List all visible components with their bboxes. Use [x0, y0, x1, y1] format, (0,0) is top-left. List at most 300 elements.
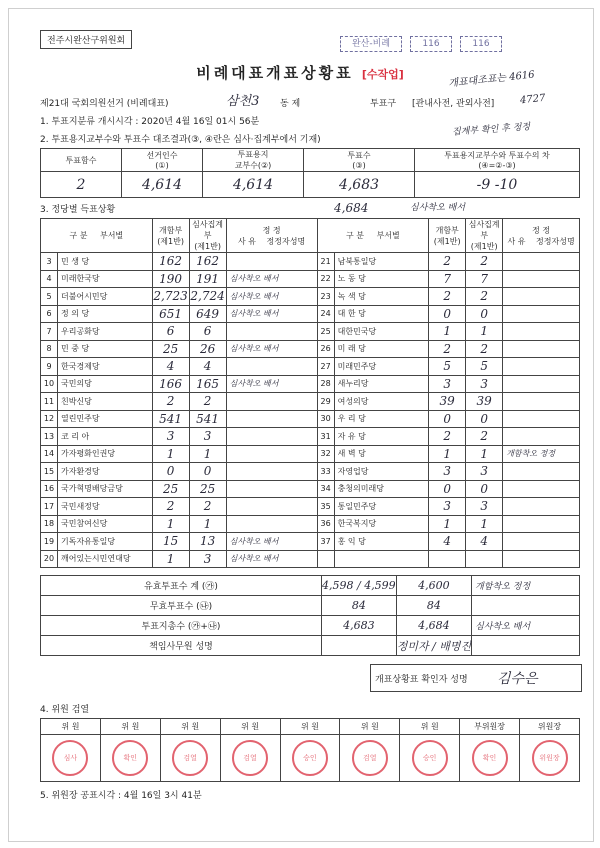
- right-party-name: 새누리당: [334, 375, 429, 393]
- left-party-num: 16: [41, 480, 58, 498]
- member-stamp-cell: [280, 735, 340, 782]
- left-correction-note: 심사착오 배서: [226, 340, 317, 358]
- right-party-num: 21: [317, 253, 334, 271]
- correction-label: 정 정: [532, 225, 551, 235]
- official-stamp: 검열: [232, 740, 268, 776]
- left-party-num: 9: [41, 358, 58, 376]
- val-issued: 4,614: [203, 172, 304, 198]
- left-open-count: 162: [152, 253, 189, 271]
- totals-body: [41, 576, 580, 656]
- left-open-count: 651: [152, 305, 189, 323]
- left-open-count: 541: [152, 410, 189, 428]
- official-stamp: 검열: [172, 740, 208, 776]
- left-party-name: 더불어시민당: [58, 288, 153, 306]
- tally-row: [41, 550, 580, 568]
- right-party-name: 미 래 당: [334, 340, 429, 358]
- left-party-name: 가자평화인권당: [58, 445, 153, 463]
- right-open-count: 4: [429, 533, 466, 551]
- org-label: 전주시완산구위원회: [40, 30, 132, 49]
- left-party-name: 국민새정당: [58, 498, 153, 516]
- left-party-name: 깨어있는시민연대당: [58, 550, 153, 568]
- left-open-header: 개함부 (제1반): [152, 219, 189, 253]
- category-label: 구 분: [346, 231, 365, 240]
- left-party-num: 11: [41, 393, 58, 411]
- tally-row: [41, 498, 580, 516]
- right-party-name: 녹 색 당: [334, 288, 429, 306]
- left-party-name: 정 의 당: [58, 305, 153, 323]
- district-options: [관내사전, 관외사전]: [412, 99, 495, 109]
- right-review-count: 1: [466, 445, 503, 463]
- right-party-name: 홍 익 당: [334, 533, 429, 551]
- left-open-count: 15: [152, 533, 189, 551]
- right-open-count: 1: [429, 323, 466, 341]
- totals-note: 개함착오 정정: [472, 576, 580, 596]
- totals-note: 심사착오 배서: [472, 616, 580, 636]
- col-difference: 투표용지교부수와 투표수의 차 (④=②-③): [415, 149, 580, 172]
- right-open-count: 0: [429, 480, 466, 498]
- left-open-count: 3: [152, 428, 189, 446]
- right-correction-note: [503, 323, 580, 341]
- left-review-count: 2: [189, 498, 226, 516]
- right-party-name: 한국복지당: [334, 515, 429, 533]
- left-review-count: 0: [189, 463, 226, 481]
- right-correction-note: [503, 393, 580, 411]
- left-category-header: [41, 219, 153, 253]
- tally-row: [41, 410, 580, 428]
- member-header: 위 원: [100, 719, 160, 735]
- confirmer-label: 개표상황표 확인자 성명: [375, 675, 468, 685]
- right-party-name: 대한민국당: [334, 323, 429, 341]
- left-open-count: 6: [152, 323, 189, 341]
- category-label: 구 분: [69, 231, 88, 240]
- member-stamp-cell: [520, 735, 580, 782]
- left-party-name: 국민의당: [58, 375, 153, 393]
- right-correction-note: [503, 253, 580, 271]
- left-review-count: 25: [189, 480, 226, 498]
- left-party-name: 민 생 당: [58, 253, 153, 271]
- right-correction-note: 개함착오 정정: [503, 445, 580, 463]
- left-party-name: 코 리 아: [58, 428, 153, 446]
- form-code-2: 116: [410, 36, 452, 52]
- left-correction-note: [226, 515, 317, 533]
- tally-row: [41, 358, 580, 376]
- left-review-count: 191: [189, 270, 226, 288]
- empty-cell: [334, 550, 429, 568]
- totals-row: [41, 596, 580, 616]
- right-open-count: 2: [429, 340, 466, 358]
- left-correction-note: 심사착오 배서: [226, 305, 317, 323]
- right-review-count: 3: [466, 463, 503, 481]
- member-stamp-row: [41, 735, 580, 782]
- left-party-name: 가자환경당: [58, 463, 153, 481]
- totals-label: 무효투표수 (㉯): [41, 596, 322, 616]
- official-stamp: 검열: [352, 740, 388, 776]
- right-open-count: 2: [429, 253, 466, 271]
- right-party-num: 37: [317, 533, 334, 551]
- totals-open: 84: [322, 596, 397, 616]
- col-votes: 투표수 (③): [304, 149, 415, 172]
- right-correction-note: [503, 410, 580, 428]
- left-review-count: 1: [189, 445, 226, 463]
- right-open-count: 39: [429, 393, 466, 411]
- right-party-name: 미래민주당: [334, 358, 429, 376]
- right-party-num: 33: [317, 463, 334, 481]
- right-open-count: 2: [429, 288, 466, 306]
- left-party-num: 13: [41, 428, 58, 446]
- member-header-row: [41, 719, 580, 735]
- right-party-num: 24: [317, 305, 334, 323]
- right-party-name: 대 한 당: [334, 305, 429, 323]
- left-open-count: 2: [152, 393, 189, 411]
- left-open-count: 2: [152, 498, 189, 516]
- left-party-name: 한국경제당: [58, 358, 153, 376]
- party-col-label: 부서별: [99, 231, 124, 240]
- signer-label: 정정자성명: [536, 236, 575, 246]
- section5-label: 5. 위원장 공표시각 : 4월 16일 3시 41분: [40, 791, 202, 801]
- totals-note: [472, 636, 580, 656]
- left-party-num: 17: [41, 498, 58, 516]
- dong-handwritten: 삼천3: [226, 94, 260, 109]
- left-open-count: 2,723: [153, 289, 188, 304]
- member-stamp-cell: [460, 735, 520, 782]
- left-correction-note: [226, 410, 317, 428]
- right-review-count: 1: [466, 515, 503, 533]
- right-review-count: 0: [466, 480, 503, 498]
- left-correction-header: [226, 219, 317, 253]
- votes-correction: 4,684: [334, 201, 369, 215]
- left-correction-note: [226, 358, 317, 376]
- right-review-count: 0: [466, 305, 503, 323]
- left-party-name: 민 중 당: [58, 340, 153, 358]
- left-correction-note: [226, 428, 317, 446]
- tally-row: [41, 463, 580, 481]
- left-open-count: 4: [152, 358, 189, 376]
- section1-label: 1. 투표지분류 개시시각 : 2020년 4월 16일 01시 56분: [40, 117, 260, 127]
- left-party-name: 미래한국당: [58, 270, 153, 288]
- right-party-num: 28: [317, 375, 334, 393]
- tally-row: [41, 533, 580, 551]
- right-open-count: 3: [429, 463, 466, 481]
- left-open-count: 25: [152, 480, 189, 498]
- right-open-count: 1: [429, 445, 466, 463]
- left-review-count: 3: [189, 550, 226, 568]
- right-party-name: 우 리 당: [334, 410, 429, 428]
- left-party-num: 12: [41, 410, 58, 428]
- left-open-count: 25: [152, 340, 189, 358]
- right-open-count: 1: [429, 515, 466, 533]
- left-review-count: 649: [189, 305, 226, 323]
- val-votes: 4,683: [304, 172, 415, 198]
- note-top-right-2: 4727: [519, 92, 546, 107]
- right-category-header: [317, 219, 429, 253]
- member-header: 위 원: [400, 719, 460, 735]
- note-top-right-1: 개표대조표는 4616: [447, 69, 536, 90]
- totals-row: [41, 616, 580, 636]
- left-correction-note: [226, 498, 317, 516]
- tally-row: [41, 445, 580, 463]
- right-party-num: 22: [317, 270, 334, 288]
- right-correction-note: [503, 463, 580, 481]
- tally-row: [41, 480, 580, 498]
- left-correction-note: [226, 463, 317, 481]
- empty-cell: [429, 550, 466, 568]
- tally-row: [41, 340, 580, 358]
- right-correction-note: [503, 533, 580, 551]
- right-review-count: 39: [466, 393, 503, 411]
- totals-label: 투표지총수 (㉮+㉯): [41, 616, 322, 636]
- left-correction-note: 심사착오 배서: [226, 270, 317, 288]
- left-review-count: 2,724: [190, 289, 225, 304]
- election-name: 제21대 국회의원선거 (비례대표): [40, 99, 169, 109]
- official-stamp: 확인: [472, 740, 508, 776]
- right-correction-note: [503, 498, 580, 516]
- left-correction-note: 심사착오 배서: [226, 533, 317, 551]
- totals-review: 4,600: [396, 576, 471, 596]
- title-text: 비례대표개표상황표: [196, 64, 354, 82]
- totals-open: 4,598 / 4,599: [322, 576, 397, 596]
- right-correction-note: [503, 340, 580, 358]
- left-party-num: 14: [41, 445, 58, 463]
- right-review-count: 4: [466, 533, 503, 551]
- totals-row: [41, 636, 580, 656]
- member-stamp-cell: [340, 735, 400, 782]
- right-party-name: 새 벽 당: [334, 445, 429, 463]
- tally-table: [40, 218, 580, 568]
- val-electors: 4,614: [122, 172, 203, 198]
- reason-label: 사 유: [238, 236, 256, 246]
- left-open-count: 1: [152, 445, 189, 463]
- right-open-count: 0: [429, 305, 466, 323]
- confirmer-name: 김수은: [497, 671, 538, 687]
- left-party-name: 국가혁명배당금당: [58, 480, 153, 498]
- right-open-count: 7: [429, 270, 466, 288]
- right-party-num: 27: [317, 358, 334, 376]
- member-stamp-cell: [160, 735, 220, 782]
- right-review-count: 7: [466, 270, 503, 288]
- right-correction-note: [503, 305, 580, 323]
- totals-review: 84: [396, 596, 471, 616]
- totals-open: 4,683: [322, 616, 397, 636]
- right-correction-note: [503, 288, 580, 306]
- left-review-count: 162: [189, 253, 226, 271]
- party-col-label: 부서별: [376, 231, 400, 240]
- tally-row: [41, 305, 580, 323]
- left-review-count: 165: [189, 375, 226, 393]
- member-header: 부위원장: [460, 719, 520, 735]
- tally-row: [41, 428, 580, 446]
- col-electors: 선거인수 (①): [122, 149, 203, 172]
- tally-row: [41, 323, 580, 341]
- totals-review: 정미자 / 배명진: [396, 636, 471, 656]
- left-correction-note: 심사착오 배서: [226, 550, 317, 568]
- right-open-count: 2: [429, 428, 466, 446]
- comparison-table: [40, 148, 580, 198]
- left-party-num: 18: [41, 515, 58, 533]
- dong-label: 동 제: [280, 99, 301, 109]
- official-stamp: 승인: [292, 740, 328, 776]
- right-review-count: 2: [466, 340, 503, 358]
- right-review-count: 1: [466, 323, 503, 341]
- district-label: 투표구: [370, 99, 397, 109]
- reason-label: 사 유: [507, 236, 526, 246]
- tally-row: [41, 288, 580, 306]
- totals-label: 유효투표수 계 (㉮): [41, 576, 322, 596]
- left-party-name: 열린민주당: [58, 410, 153, 428]
- right-party-num: 23: [317, 288, 334, 306]
- official-stamp: 위원장: [532, 740, 568, 776]
- member-stamp-cell: [400, 735, 460, 782]
- left-party-num: 5: [41, 288, 58, 306]
- empty-cell: [317, 550, 334, 568]
- right-party-num: 35: [317, 498, 334, 516]
- member-stamp-cell: [220, 735, 280, 782]
- totals-label: 책임사무원 성명: [41, 636, 322, 656]
- left-open-count: 0: [152, 463, 189, 481]
- member-header: 위 원: [41, 719, 101, 735]
- left-party-num: 15: [41, 463, 58, 481]
- title-tag: [수작업]: [361, 68, 404, 81]
- totals-note: [472, 596, 580, 616]
- right-party-name: 자 유 당: [334, 428, 429, 446]
- right-party-num: 25: [317, 323, 334, 341]
- tally-row: [41, 270, 580, 288]
- confirmer-box: [370, 664, 582, 692]
- left-review-count: 541: [189, 410, 226, 428]
- right-review-count: 3: [466, 498, 503, 516]
- official-stamp: 승인: [412, 740, 448, 776]
- right-party-name: 충청의미래당: [334, 480, 429, 498]
- right-party-name: 통일민주당: [334, 498, 429, 516]
- left-open-count: 1: [152, 515, 189, 533]
- left-correction-note: [226, 253, 317, 271]
- left-party-num: 8: [41, 340, 58, 358]
- right-review-count: 3: [466, 375, 503, 393]
- right-correction-note: [503, 270, 580, 288]
- tally-row: [41, 375, 580, 393]
- tally-row: [41, 253, 580, 271]
- col-ballot-boxes: 투표함수: [41, 149, 122, 172]
- left-party-name: 국민참여신당: [58, 515, 153, 533]
- right-review-header: 심사집계부 (제1반): [466, 219, 503, 253]
- member-stamp-cell: [100, 735, 160, 782]
- right-open-count: 0: [429, 410, 466, 428]
- tally-body: [41, 253, 580, 568]
- right-correction-note: [503, 480, 580, 498]
- left-party-num: 20: [41, 550, 58, 568]
- left-correction-note: [226, 393, 317, 411]
- right-open-header: 개함부 (제1반): [429, 219, 466, 253]
- member-header: 위 원: [340, 719, 400, 735]
- member-header: 위 원: [220, 719, 280, 735]
- right-party-name: 여성의당: [334, 393, 429, 411]
- right-party-num: 32: [317, 445, 334, 463]
- left-review-count: 6: [189, 323, 226, 341]
- left-review-count: 26: [189, 340, 226, 358]
- left-party-num: 6: [41, 305, 58, 323]
- left-review-count: 13: [189, 533, 226, 551]
- left-party-num: 3: [41, 253, 58, 271]
- left-open-count: 166: [152, 375, 189, 393]
- left-correction-note: [226, 323, 317, 341]
- members-table: [40, 718, 580, 782]
- right-party-num: 30: [317, 410, 334, 428]
- official-stamp: 확인: [112, 740, 148, 776]
- col-issued: 투표용지 교부수(②): [203, 149, 304, 172]
- correction-label: 정 정: [262, 225, 281, 235]
- right-review-count: 2: [466, 288, 503, 306]
- left-correction-note: 심사착오 배서: [226, 375, 317, 393]
- totals-review: 4,684: [396, 616, 471, 636]
- left-open-count: 1: [152, 550, 189, 568]
- right-review-count: 0: [466, 410, 503, 428]
- empty-cell: [466, 550, 503, 568]
- left-review-header: 심사집계부 (제1반): [189, 219, 226, 253]
- right-party-name: 남북통일당: [334, 253, 429, 271]
- empty-cell: [503, 550, 580, 568]
- member-stamp-cell: [41, 735, 101, 782]
- section4-label: 4. 위원 검열: [40, 705, 90, 715]
- right-review-count: 2: [466, 428, 503, 446]
- votes-correction-note: 심사착오 배서: [410, 203, 466, 213]
- left-party-name: 친박신당: [58, 393, 153, 411]
- tally-row: [41, 393, 580, 411]
- signer-label: 정정자성명: [266, 236, 306, 246]
- val-difference: -9 -10: [415, 172, 580, 198]
- left-review-count: 2: [189, 393, 226, 411]
- right-party-num: 34: [317, 480, 334, 498]
- left-party-name: 기독자유통일당: [58, 533, 153, 551]
- member-header: 위 원: [160, 719, 220, 735]
- official-stamp: 심사: [52, 740, 88, 776]
- right-party-num: 26: [317, 340, 334, 358]
- right-correction-note: [503, 515, 580, 533]
- totals-row: [41, 576, 580, 596]
- right-correction-header: [503, 219, 580, 253]
- left-party-num: 19: [41, 533, 58, 551]
- tally-row: [41, 515, 580, 533]
- form-code-3: 116: [460, 36, 502, 52]
- right-open-count: 5: [429, 358, 466, 376]
- left-party-num: 4: [41, 270, 58, 288]
- right-review-count: 5: [466, 358, 503, 376]
- right-review-count: 2: [466, 253, 503, 271]
- left-party-num: 7: [41, 323, 58, 341]
- note-top-right-3: 집계부 확인 후 정정: [451, 122, 531, 138]
- right-open-count: 3: [429, 375, 466, 393]
- left-correction-note: 심사착오 배서: [226, 288, 317, 306]
- left-correction-note: [226, 445, 317, 463]
- right-party-num: 31: [317, 428, 334, 446]
- left-correction-note: [226, 480, 317, 498]
- section3-label: 3. 정당별 득표상황: [40, 205, 116, 215]
- left-review-count: 1: [189, 515, 226, 533]
- totals-table: [40, 575, 580, 656]
- right-party-num: 29: [317, 393, 334, 411]
- right-party-num: 36: [317, 515, 334, 533]
- totals-open: [322, 636, 397, 656]
- form-code-1: 완산-비례: [340, 36, 402, 52]
- left-review-count: 4: [189, 358, 226, 376]
- right-open-count: 3: [429, 498, 466, 516]
- member-header: 위원장: [520, 719, 580, 735]
- right-party-name: 자영업당: [334, 463, 429, 481]
- left-review-count: 3: [189, 428, 226, 446]
- val-ballot-boxes: 2: [41, 172, 122, 198]
- right-party-name: 노 동 당: [334, 270, 429, 288]
- right-correction-note: [503, 358, 580, 376]
- right-correction-note: [503, 375, 580, 393]
- section2-label: 2. 투표용지교부수와 투표수 대조결과(③, ④란은 심사·집계부에서 기재): [40, 135, 321, 145]
